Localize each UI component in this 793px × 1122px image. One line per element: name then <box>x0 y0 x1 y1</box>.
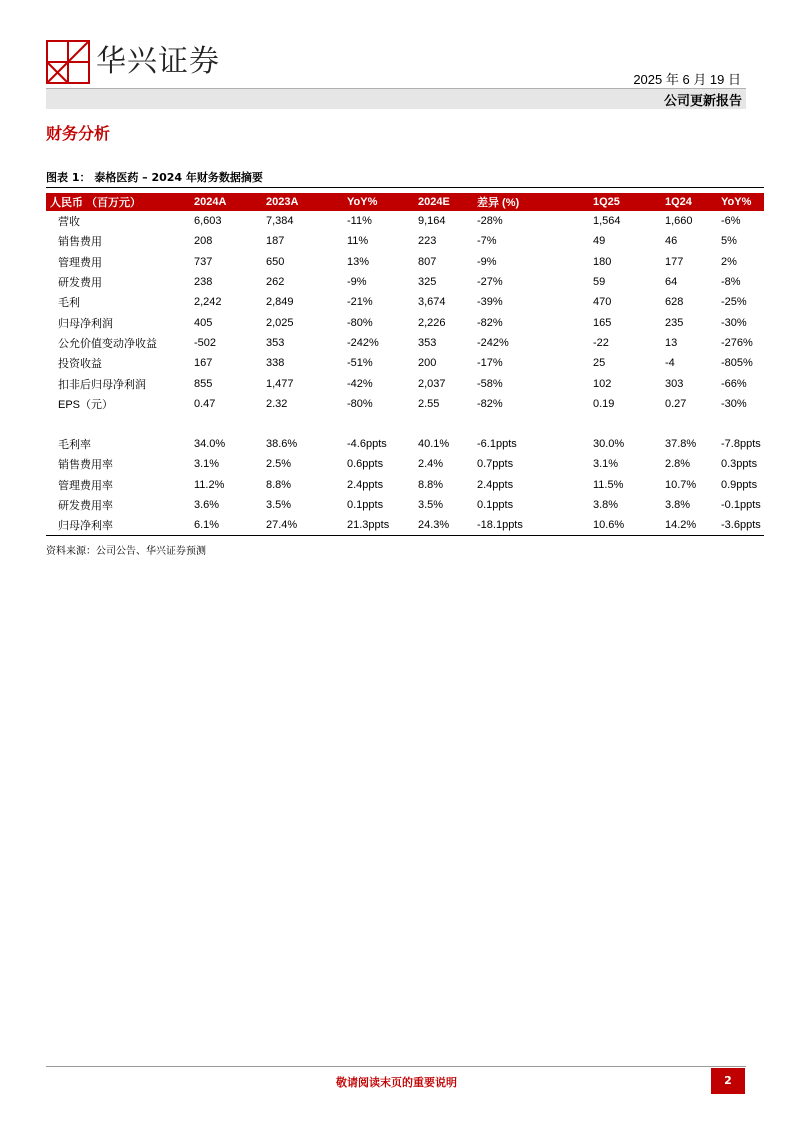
table-cell: 64 <box>665 276 678 289</box>
table-cell: -51% <box>347 357 373 370</box>
table-row <box>46 252 764 272</box>
table-row <box>46 231 764 251</box>
row-label: 管理费用 <box>58 256 102 269</box>
table-row <box>46 333 764 353</box>
table-cell: 200 <box>418 357 437 370</box>
table-cell: 27.4% <box>262 515 343 536</box>
table-cell: 8.8% <box>266 478 292 491</box>
table-cell: -30% <box>721 316 747 329</box>
column-header: YoY% <box>717 193 764 211</box>
table-cell: 405 <box>194 316 213 329</box>
table-cell: 2.4ppts <box>347 478 384 491</box>
column-header: 1Q24 <box>661 193 717 211</box>
table-row <box>46 495 764 515</box>
table-cell: 0.6ppts <box>347 458 384 471</box>
table-cell: 1,660 <box>665 215 693 228</box>
table-row <box>46 434 764 454</box>
section-title: 财务分析 <box>46 124 111 143</box>
table-cell: 34.0% <box>194 438 226 451</box>
table-cell: -82% <box>477 397 503 410</box>
table-cell: 102 <box>593 377 612 390</box>
table-cell: 0.19 <box>593 397 615 410</box>
row-label: 归母净利率 <box>46 515 190 536</box>
table-cell: 2.55 <box>418 397 440 410</box>
table-cell: 37.8% <box>665 438 697 451</box>
row-label: EPS（元） <box>58 398 114 411</box>
table-cell: 3.8% <box>593 499 619 511</box>
table-body <box>46 211 764 536</box>
table-cell: -80% <box>347 397 373 410</box>
table-cell: 3.8% <box>665 499 691 511</box>
table-cell: 2.4ppts <box>477 478 514 491</box>
table-cell: 11% <box>347 235 369 248</box>
row-label: 毛利率 <box>58 439 91 452</box>
table-cell: 2% <box>721 255 737 268</box>
table-cell: 165 <box>593 316 612 329</box>
table-cell: 14.2% <box>661 515 717 536</box>
table-cell: 7,384 <box>266 215 294 228</box>
table-cell: -21% <box>347 296 373 309</box>
table-cell: 49 <box>593 235 606 248</box>
table-cell: 13 <box>665 336 678 349</box>
row-label: 管理费用率 <box>58 479 113 492</box>
table-cell: -0.1ppts <box>721 499 761 511</box>
table-cell: 325 <box>418 276 437 289</box>
table-cell: 0.7ppts <box>477 458 514 471</box>
table-cell: -28% <box>477 215 503 228</box>
table-cell: 59 <box>593 276 606 289</box>
table-cell: 353 <box>418 336 437 349</box>
table-cell: 2.32 <box>266 397 288 410</box>
table-cell: -27% <box>477 276 503 289</box>
report-date: 2025 年 6 月 19 日 <box>633 72 741 87</box>
table-cell: 3.5% <box>418 499 444 511</box>
table-cell: -25% <box>721 296 747 309</box>
table-cell: -80% <box>347 316 373 329</box>
table-cell: 25 <box>593 357 606 370</box>
table-cell: 11.2% <box>194 478 225 491</box>
spacer-cell <box>46 414 764 434</box>
table-cell: -30% <box>721 397 747 410</box>
table-cell: 223 <box>418 235 437 248</box>
row-label: 公允价值变动净收益 <box>58 337 157 350</box>
table-row <box>46 454 764 474</box>
table-cell: -11% <box>347 215 372 228</box>
table-cell: 2.4% <box>418 458 444 471</box>
table-cell: -9% <box>347 276 367 289</box>
column-header: 2024A <box>190 193 262 211</box>
table-cell: 2,037 <box>418 377 446 390</box>
table-cell: 737 <box>194 255 213 268</box>
table-cell: -3.6ppts <box>717 515 764 536</box>
table-cell: -502 <box>194 336 217 349</box>
row-label: 毛利 <box>58 297 80 310</box>
financial-summary-table <box>46 193 764 536</box>
table-row <box>46 515 764 536</box>
table-cell: 6.1% <box>190 515 262 536</box>
table-cell: 24.3% <box>414 515 473 536</box>
footer-divider <box>46 1066 746 1067</box>
table-cell: -4.6ppts <box>347 438 387 451</box>
table-cell: 3,674 <box>418 296 446 309</box>
row-label: 销售费用 <box>58 236 102 249</box>
report-type-band <box>46 89 746 109</box>
row-label: 扣非后归母净利润 <box>58 378 146 391</box>
table-cell: 21.3ppts <box>343 515 414 536</box>
table-cell: -7% <box>477 235 497 248</box>
table-row <box>46 353 764 373</box>
table-cell: 46 <box>665 235 678 248</box>
table-cell: 0.9ppts <box>721 478 758 491</box>
table-row <box>46 394 764 414</box>
column-header: 2023A <box>262 193 343 211</box>
hx-logo-icon <box>46 40 90 84</box>
table-cell: -8% <box>721 276 741 289</box>
footer-disclaimer: 敬请阅读末页的重要说明 <box>336 1076 457 1089</box>
table-cell: -7.8ppts <box>721 438 761 451</box>
table-spacer-row <box>46 414 764 434</box>
table-cell: 187 <box>266 235 285 248</box>
table-cell: 2,849 <box>266 296 294 309</box>
source-note: 资料来源：公司公告、华兴证券预测 <box>46 546 206 557</box>
table-cell: -58% <box>477 377 503 390</box>
table-row <box>46 292 764 312</box>
table-cell: 807 <box>418 255 437 268</box>
table-row <box>46 211 764 231</box>
column-header: 差异 (%) <box>473 193 589 211</box>
table-row <box>46 312 764 332</box>
table-cell: 2.5% <box>266 458 292 471</box>
table-cell: 353 <box>266 336 285 349</box>
table-cell: 10.7% <box>665 478 697 491</box>
table-cell: -17% <box>477 357 503 370</box>
table-cell: 0.27 <box>665 397 687 410</box>
row-label: 投资收益 <box>58 358 102 371</box>
table-cell: -39% <box>477 296 503 309</box>
table-cell: -42% <box>347 377 373 390</box>
table-cell: 11.5% <box>593 478 624 491</box>
table-cell: 167 <box>194 357 213 370</box>
table-cell: 338 <box>266 357 285 370</box>
table-cell: 8.8% <box>418 478 444 491</box>
table-cell: -22 <box>593 336 609 349</box>
figure-caption: 图表 1： 泰格医药 – 2024 年财务数据摘要 <box>46 171 263 184</box>
brand-name: 华兴证券 <box>96 44 220 79</box>
row-label: 研发费用率 <box>58 500 113 512</box>
table-cell: -242% <box>477 336 509 349</box>
row-label: 销售费用率 <box>58 459 113 472</box>
table-cell: 855 <box>194 377 213 390</box>
table-cell: 235 <box>665 316 684 329</box>
table-row <box>46 272 764 292</box>
table-cell: -6% <box>721 215 741 228</box>
table-header-row <box>46 193 764 211</box>
table-cell: 5% <box>721 235 737 248</box>
table-cell: 3.5% <box>266 499 292 511</box>
table-cell: 0.3ppts <box>721 458 758 471</box>
table-row <box>46 373 764 393</box>
table-cell: 10.6% <box>589 515 661 536</box>
table-cell: 2,226 <box>418 316 446 329</box>
table-cell: 180 <box>593 255 612 268</box>
table-cell: 40.1% <box>418 438 450 451</box>
table-cell: 2,242 <box>194 296 222 309</box>
table-cell: 13% <box>347 255 370 268</box>
table-cell: -276% <box>721 336 753 349</box>
table-cell: 1,477 <box>266 377 294 390</box>
table-cell: 30.0% <box>593 438 625 451</box>
column-header: 人民币 （百万元） <box>46 193 190 211</box>
table-cell: 177 <box>665 255 684 268</box>
table-cell: -9% <box>477 255 497 268</box>
column-header: YoY% <box>343 193 414 211</box>
table-cell: -18.1ppts <box>473 515 589 536</box>
table-cell: 628 <box>665 296 684 309</box>
table-cell: 2.8% <box>665 458 691 471</box>
table-cell: 0.1ppts <box>477 499 514 511</box>
row-label: 归母净利润 <box>58 317 113 330</box>
table-cell: -6.1ppts <box>477 438 517 451</box>
table-cell: 0.47 <box>194 397 216 410</box>
table-cell: 470 <box>593 296 612 309</box>
table-cell: 262 <box>266 276 285 289</box>
report-type: 公司更新报告 <box>663 94 742 109</box>
table-cell: 0.1ppts <box>347 499 384 511</box>
table-cell: 303 <box>665 377 684 390</box>
table-cell: 650 <box>266 255 285 268</box>
table-cell: 1,564 <box>593 215 621 228</box>
row-label: 研发费用 <box>58 277 102 290</box>
table-cell: -805% <box>721 357 753 370</box>
caption-divider <box>46 187 764 188</box>
table-cell: 208 <box>194 235 213 248</box>
column-header: 1Q25 <box>589 193 661 211</box>
row-label: 营收 <box>58 216 80 229</box>
table-cell: -82% <box>477 316 503 329</box>
table-cell: -4 <box>665 357 675 370</box>
table-cell: 2,025 <box>266 316 294 329</box>
column-header: 2024E <box>414 193 473 211</box>
table-cell: -242% <box>347 336 379 349</box>
table-cell: -66% <box>721 377 747 390</box>
table-cell: 3.1% <box>194 458 220 471</box>
table-cell: 3.1% <box>593 458 619 471</box>
table-cell: 38.6% <box>266 438 298 451</box>
table-cell: 3.6% <box>194 499 220 511</box>
page-number: 2 <box>711 1068 745 1094</box>
table-cell: 9,164 <box>418 215 446 228</box>
table-row <box>46 475 764 495</box>
table-cell: 6,603 <box>194 215 222 228</box>
table-cell: 238 <box>194 276 213 289</box>
